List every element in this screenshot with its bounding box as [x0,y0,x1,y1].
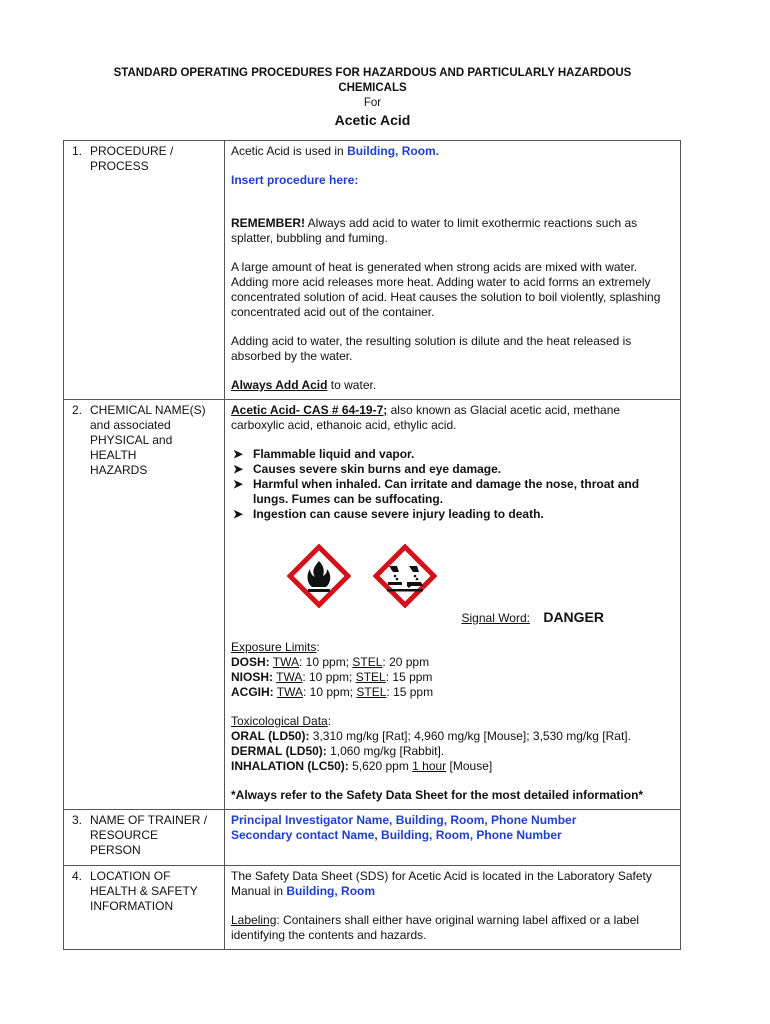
row-content-cell [225,141,681,400]
remember-text: REMEMBER! Always add acid to water to limit exothermic reactions such as splatter, bubbling and fuming. [231,216,638,245]
row-label: CHEMICAL NAME(S) and associated PHYSICAL and HEALTH HAZARDS [90,403,206,477]
for-label: For [363,97,382,109]
dermal-ld50: DERMAL (LD50): 1,060 mg/kg [Rabbit]. [231,744,445,758]
row-label-cell [64,400,225,810]
niosh-limits: NIOSH: TWA: 10 ppm; STEL: 15 ppm [231,670,433,684]
signal-word-label: Signal Word: [461,611,530,625]
cas-number: Acetic Acid- CAS # 64-19-7; [231,403,388,417]
row-label-cell [64,810,225,866]
list-item: ➤ Flammable liquid and vapor. [233,447,415,461]
title-line-1: STANDARD OPERATING PROCEDURES FOR HAZARDOUS AND PARTICULARLY HAZARDOUS [113,67,632,79]
row-number: 4. [72,869,83,883]
oral-ld50: ORAL (LD50): 3,310 mg/kg [Rat]; 4,960 mg/kg [Mouse]; 3,530 mg/kg [Rat]. [231,729,631,743]
sds-note: *Always refer to the Safety Data Sheet for the most detailed information* [231,788,644,802]
table-row [64,810,681,866]
row-label-cell [64,866,225,950]
always-add-acid-text: Always Add Acid to water. [231,378,377,392]
chemical-name: Acetic Acid [334,112,411,128]
sds-location: The Safety Data Sheet (SDS) for Acetic Acid is located in the Laboratory Safety Manual in Building, Room [231,869,652,898]
table-row [64,141,681,400]
secondary-contact: Secondary contact Name, Building, Room, Phone Number [231,828,562,842]
row-number: 2. [72,403,83,417]
row-content-cell [225,866,681,950]
usage-text: Acetic Acid is used in Building, Room. [231,144,440,158]
row-label: LOCATION OF HEALTH & SAFETY INFORMATION [90,869,198,913]
sop-table [63,140,681,950]
usage-location: Building, Room. [347,144,440,158]
principal-investigator: Principal Investigator Name, Building, Room, Phone Number [231,813,577,827]
flame-pictogram-icon [287,544,351,608]
table-row [64,400,681,810]
arrow-bullet-icon: ➤ [233,477,244,491]
list-item: ➤ Harmful when inhaled. Can irritate and damage the nose, throat and lungs. Fumes can be suffocating. [233,477,640,506]
table-row [64,866,681,950]
row-number: 1. [72,144,83,158]
list-item: ➤ Ingestion can cause severe injury leading to death. [233,507,544,521]
adding-text: Adding acid to water, the resulting solution is dilute and the heat released is absorbed by the water. [231,334,632,363]
ghs-pictograms [287,544,674,608]
insert-procedure: Insert procedure here: [231,173,359,187]
heat-text: A large amount of heat is generated when strong acids are mixed with water. Adding more acid releases more heat. Adding water to acid forms an extremely concentrated solution of acid. Heat causes the solution to boil violently, splashing concentrated acid out of the container. [231,260,661,319]
row-label: PROCEDURE / PROCESS [90,144,174,173]
arrow-bullet-icon: ➤ [233,447,244,461]
signal-word: DANGER [543,609,604,625]
toxicological-data-title: Toxicological Data: [231,714,332,728]
hazard-list [231,447,674,522]
document-header [64,66,681,129]
signal-word-line [231,610,674,626]
title-line-2: CHEMICALS [338,81,407,94]
exposure-limits-title: Exposure Limits: [231,640,320,654]
arrow-bullet-icon: ➤ [233,462,244,476]
row-label-cell [64,141,225,400]
arrow-bullet-icon: ➤ [233,507,244,521]
dosh-limits: DOSH: TWA: 10 ppm; STEL: 20 ppm [231,655,430,669]
row-content-cell [225,400,681,810]
row-label: NAME OF TRAINER / RESOURCE PERSON [90,813,208,857]
list-item: ➤ Causes severe skin burns and eye damage. [233,462,502,476]
corrosion-pictogram-icon [373,544,437,608]
row-content-cell [225,810,681,866]
labeling-text: Labeling: Containers shall either have original warning label affixed or a label identifying the contents and hazards. [231,913,640,942]
acgih-limits: ACGIH: TWA: 10 ppm; STEL: 15 ppm [231,685,434,699]
chemical-identity: Acetic Acid- CAS # 64-19-7; also known as Glacial acetic acid, methane carboxylic acid, ethanoic acid, ethylic acid. [231,403,621,432]
row-number: 3. [72,813,83,827]
inhalation-lc50: INHALATION (LC50): 5,620 ppm 1 hour [Mouse] [231,759,493,773]
